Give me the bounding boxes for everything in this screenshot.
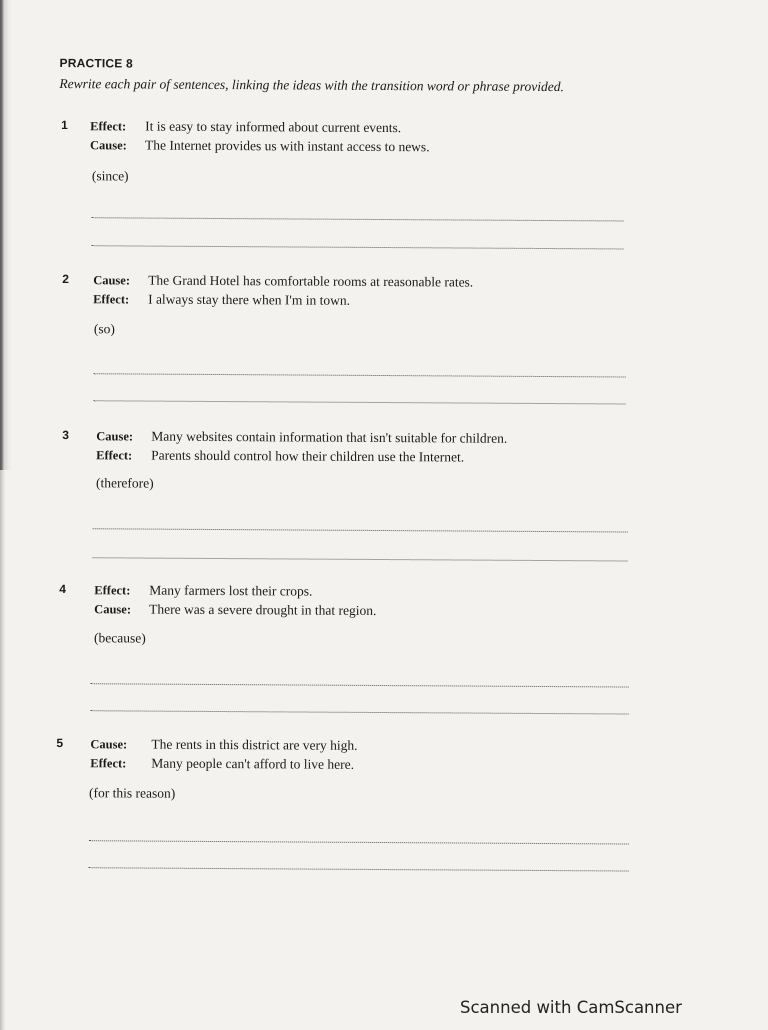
instructions-text: Rewrite each pair of sentences, linking the ideas with the transition word or phrase provided.	[59, 76, 564, 95]
answer-line[interactable]	[89, 867, 629, 871]
sentence-text: Parents should control how their children use the Internet.	[151, 447, 465, 465]
first-sentence	[93, 272, 473, 290]
first-sentence	[96, 428, 507, 447]
second-sentence	[90, 137, 430, 155]
sentence-label: Effect:	[96, 448, 133, 463]
exercise-item-1	[2, 118, 768, 184]
item-number: 3	[62, 428, 69, 443]
transition-hint: (for this reason)	[89, 785, 176, 801]
first-sentence	[90, 118, 401, 136]
sentence-label: Cause:	[90, 737, 128, 752]
transition-hint: (therefore)	[95, 475, 154, 491]
sentence-label: Cause:	[96, 429, 134, 444]
sentence-label: Cause:	[94, 602, 132, 617]
sentence-text: It is easy to stay informed about current events.	[145, 118, 402, 136]
sentence-text: Many farmers lost their crops.	[149, 582, 313, 599]
sentence-label: Effect:	[90, 119, 127, 134]
second-sentence	[90, 755, 354, 773]
answer-line[interactable]	[91, 245, 623, 249]
sentence-text: The rents in this district are very high.	[151, 736, 358, 753]
transition-hint: (because)	[93, 630, 146, 646]
sentence-label: Cause:	[89, 138, 127, 153]
sentence-text: The Grand Hotel has comfortable rooms at reasonable rates.	[148, 272, 474, 290]
practice-title: PRACTICE 8	[59, 56, 133, 71]
sentence-label: Effect:	[94, 583, 131, 598]
second-sentence	[93, 291, 350, 309]
item-number: 2	[62, 272, 69, 287]
exercise-item-3	[0, 428, 768, 491]
sentence-text: There was a severe drought in that region.	[149, 601, 377, 618]
answer-line[interactable]	[93, 557, 628, 561]
scanner-watermark: Scanned with CamScanner	[460, 998, 682, 1017]
transition-hint: (so)	[93, 321, 115, 337]
sentence-text: Many websites contain information that isn't suitable for children.	[151, 428, 508, 446]
transition-hint: (since)	[91, 168, 129, 184]
sentence-text: Many people can't afford to live here.	[151, 755, 355, 772]
answer-line[interactable]	[89, 840, 629, 844]
answer-line[interactable]	[91, 710, 629, 714]
exercise-item-5	[0, 736, 766, 801]
second-sentence	[94, 601, 376, 619]
answer-line[interactable]	[92, 217, 624, 221]
item-number: 1	[61, 118, 68, 133]
answer-line[interactable]	[93, 528, 628, 532]
item-number: 4	[59, 582, 67, 597]
second-sentence	[96, 447, 464, 465]
sentence-text: The Internet provides us with instant access to news.	[144, 137, 430, 155]
exercise-item-2	[1, 272, 768, 337]
sentence-label: Effect:	[90, 756, 127, 771]
first-sentence	[90, 736, 357, 754]
sentence-label: Effect:	[93, 292, 130, 307]
sentence-text: I always stay there when I'm in town.	[148, 291, 351, 308]
sentence-label: Cause:	[93, 273, 131, 288]
item-number: 5	[56, 736, 64, 751]
answer-line[interactable]	[93, 400, 625, 404]
exercise-item-4	[0, 582, 767, 646]
first-sentence	[94, 582, 312, 599]
answer-line[interactable]	[91, 683, 629, 687]
answer-line[interactable]	[94, 373, 626, 377]
